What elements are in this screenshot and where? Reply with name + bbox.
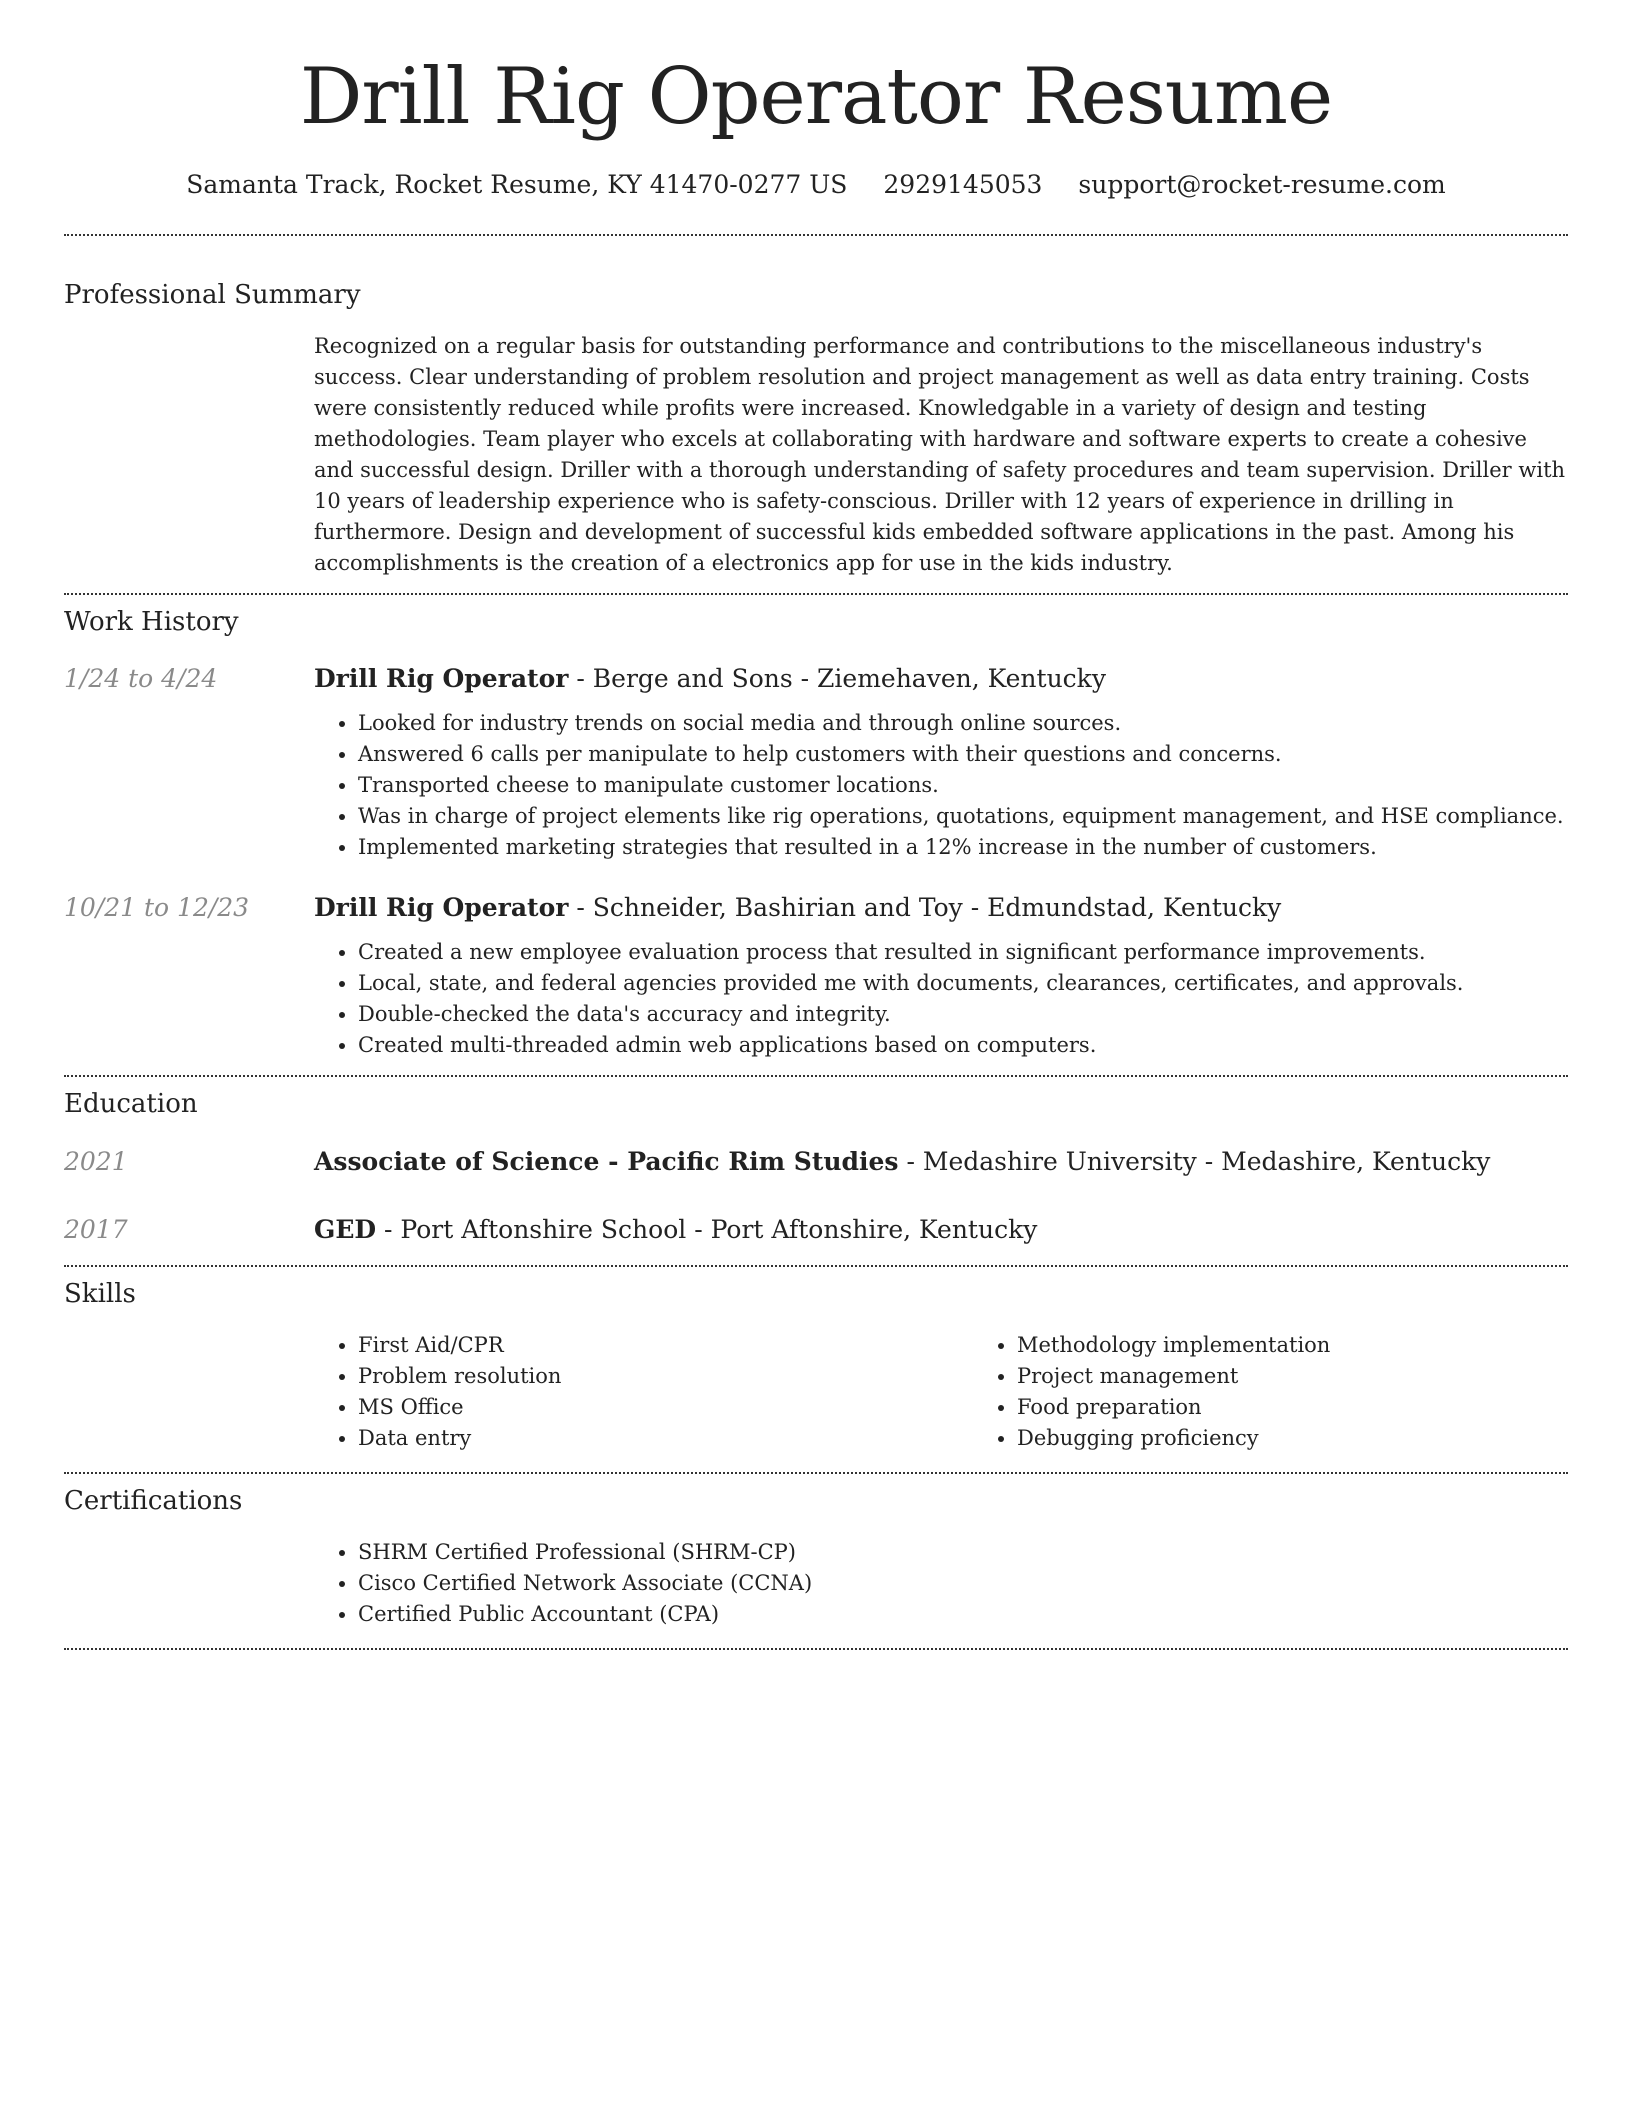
job-role: Drill Rig Operator: [314, 664, 569, 694]
section-heading-education: Education: [64, 1089, 198, 1120]
job-employer: - Schneider, Bashirian and Toy - Edmundstad, Kentucky: [568, 893, 1282, 923]
divider: [64, 1265, 1568, 1267]
certification-item: • Certified Public Accountant (CPA): [358, 1599, 1568, 1630]
education-entry: [64, 1147, 1568, 1177]
skills-columns: [314, 1330, 1632, 1454]
work-section: [64, 607, 1568, 1061]
list-item: • Created a new employee evaluation process that resulted in significant performance improvements.: [358, 937, 1568, 968]
divider: [64, 1075, 1568, 1077]
skills-spacer: [64, 1330, 314, 1454]
job-employer: - Berge and Sons - Ziemehaven, Kentucky: [568, 664, 1106, 694]
education-title: [314, 1215, 1568, 1245]
divider: [64, 1648, 1568, 1650]
education-section: [64, 1089, 1568, 1244]
skills-section: [64, 1279, 1568, 1454]
job-role: Drill Rig Operator: [314, 893, 569, 923]
job-title: [314, 664, 1568, 694]
certifications-content: [314, 1537, 1568, 1630]
job-dates: 10/21 to 12/23: [64, 893, 250, 923]
list-item: • Was in charge of project elements like rig operations, quotations, equipment management, and HSE compliance.: [358, 801, 1568, 832]
job-entry: [64, 664, 1568, 863]
list-item: • Created multi-threaded admin web applications based on computers.: [358, 1030, 1568, 1061]
skills-row: [64, 1330, 1568, 1454]
skill-item: • Food preparation: [1017, 1392, 1632, 1423]
job-bullets: [314, 937, 1568, 1061]
divider: [64, 1472, 1568, 1474]
contact-address: Samanta Track, Rocket Resume, KY 41470-0277 US: [186, 170, 848, 199]
education-year: 2021: [64, 1146, 128, 1176]
job-title: [314, 893, 1568, 923]
education-degree: GED: [314, 1214, 377, 1244]
list-item: • Double-checked the data's accuracy and integrity.: [358, 999, 1568, 1030]
section-heading-work: Work History: [64, 607, 239, 638]
education-year: 2017: [64, 1214, 128, 1244]
certifications-row: [64, 1537, 1568, 1630]
summary-text: Recognized on a regular basis for outstanding performance and contributions to the miscellaneous industry's success. Clear understanding of problem resolution and project management as well as data entry training. Costs were consistently reduced while profits were increased. Knowledgable in a variety of design and testing methodologies. Team player who excels at collaborating with hardware and software experts to create a cohesive and successful design. Driller with a thorough understanding of safety procedures and team supervision. Driller with 10 years of leadership experience who is safety-conscious. Driller with 12 years of experience in drilling in furthermore. Design and development of successful kids embedded software applications in the past. Among his accomplishments is the creation of a electronics app for use in the kids industry.: [314, 334, 1566, 576]
education-school: - Port Aftonshire School - Port Aftonshire, Kentucky: [376, 1214, 1038, 1244]
list-item: • Local, state, and federal agencies provided me with documents, clearances, certificates, and approvals.: [358, 968, 1568, 999]
summary-spacer: [64, 331, 314, 579]
skills-list-right: [973, 1330, 1632, 1454]
page-title: Drill Rig Operator Resume: [299, 52, 1333, 142]
education-entry: [64, 1215, 1568, 1245]
section-heading-certifications: Certifications: [64, 1485, 243, 1516]
contact-phone: 2929145053: [883, 170, 1043, 199]
job-entry: [64, 893, 1568, 1061]
job-dates: 1/24 to 4/24: [64, 664, 218, 694]
skill-item: • Methodology implementation: [1017, 1330, 1632, 1361]
skill-item: • Data entry: [358, 1423, 973, 1454]
job-content: [314, 664, 1568, 863]
list-item: • Transported cheese to manipulate customer locations.: [358, 770, 1568, 801]
section-heading-skills: Skills: [64, 1278, 136, 1309]
contact-line: [64, 170, 1568, 200]
resume-body: [64, 0, 1568, 1650]
list-item: • Implemented marketing strategies that resulted in a 12% increase in the number of customers.: [358, 832, 1568, 863]
certifications-spacer: [64, 1537, 314, 1630]
skill-item: • Debugging proficiency: [1017, 1423, 1632, 1454]
contact-email: support@rocket-resume.com: [1078, 170, 1446, 199]
divider: [64, 593, 1568, 595]
certifications-section: [64, 1486, 1568, 1630]
education-title: [314, 1147, 1568, 1177]
skill-item: • Problem resolution: [358, 1361, 973, 1392]
job-content: [314, 893, 1568, 1061]
job-bullets: [314, 708, 1568, 863]
skill-item: • MS Office: [358, 1392, 973, 1423]
skill-item: • Project management: [1017, 1361, 1632, 1392]
certification-item: • SHRM Certified Professional (SHRM-CP): [358, 1537, 1568, 1568]
skill-item: • First Aid/CPR: [358, 1330, 973, 1361]
section-heading-summary: Professional Summary: [64, 280, 361, 310]
certifications-list: [314, 1537, 1568, 1630]
summary-row: [64, 331, 1568, 579]
education-degree: Associate of Science - Pacific Rim Studies: [314, 1146, 899, 1176]
list-item: • Looked for industry trends on social media and through online sources.: [358, 708, 1568, 739]
list-item: • Answered 6 calls per manipulate to help customers with their questions and concerns.: [358, 739, 1568, 770]
education-school: - Medashire University - Medashire, Kentucky: [898, 1146, 1491, 1176]
summary-section: [64, 280, 1568, 579]
skills-list-left: [314, 1330, 973, 1454]
divider: [64, 234, 1568, 236]
certification-item: • Cisco Certified Network Associate (CCNA): [358, 1568, 1568, 1599]
